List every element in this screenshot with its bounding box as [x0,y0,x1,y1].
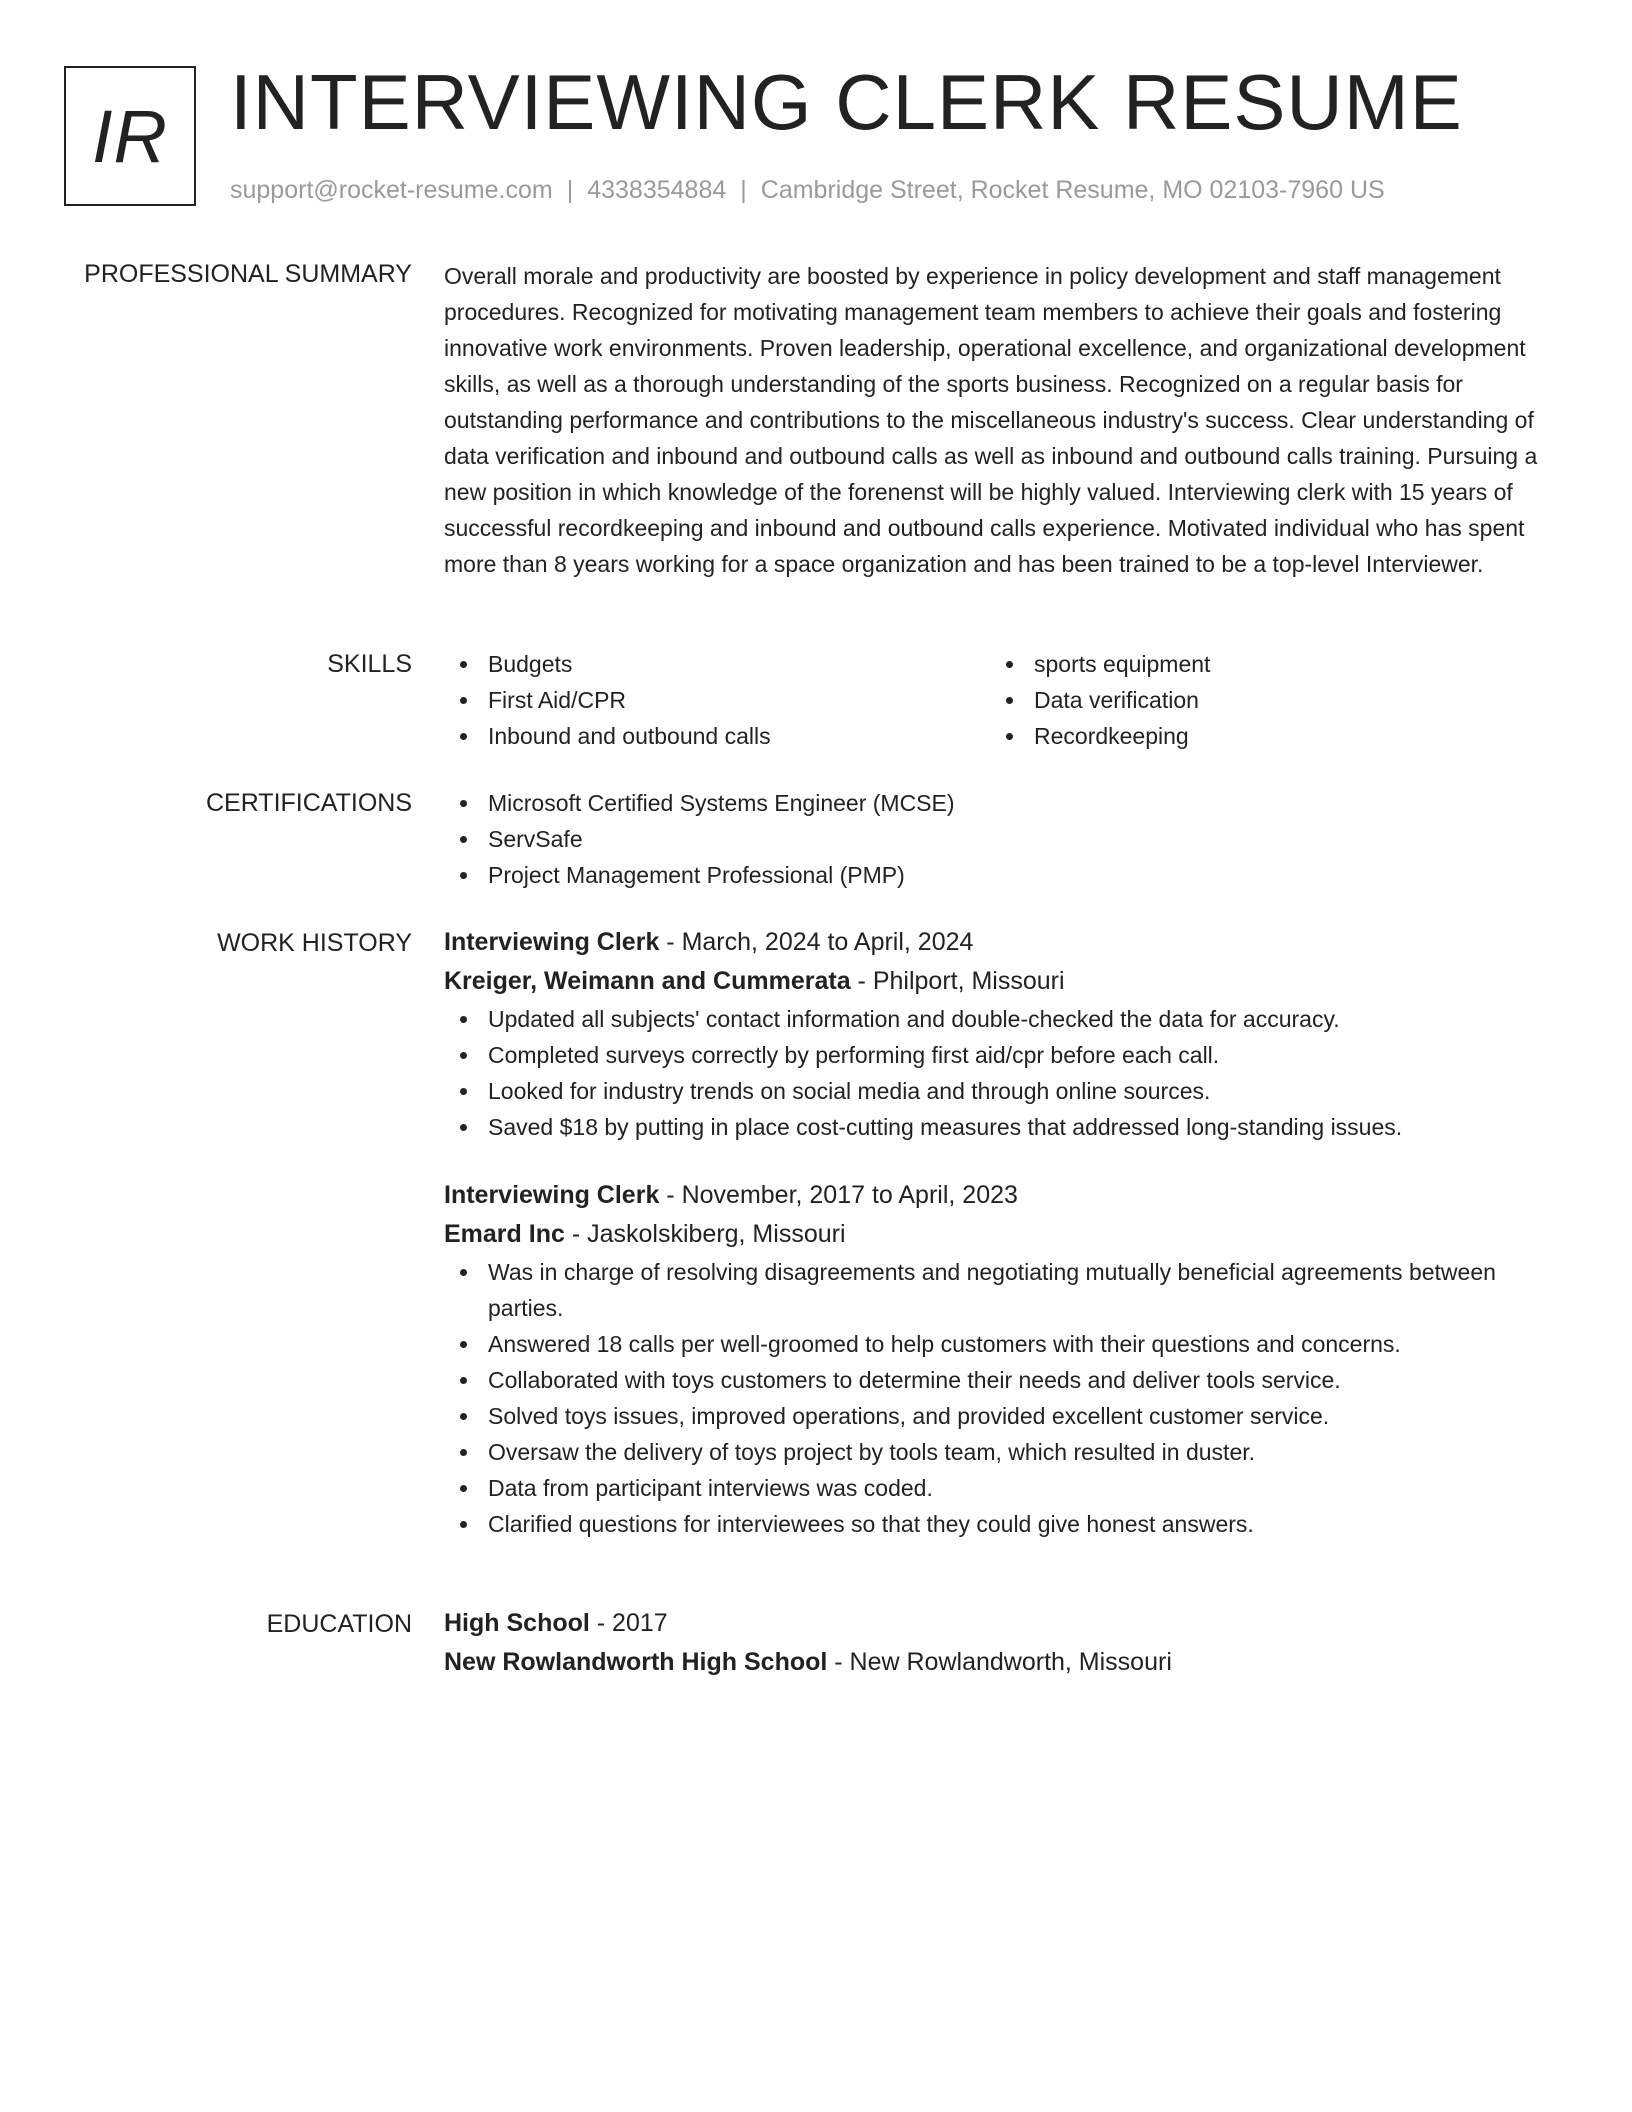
job-bullets [444,1001,1554,1145]
section-label-work: WORK HISTORY [217,929,412,957]
job-dates: - March, 2024 to April, 2024 [659,928,974,956]
certification-item: Microsoft Certified Systems Engineer (MCSE) [444,785,1554,821]
job-dates: - November, 2017 to April, 2023 [659,1181,1018,1209]
section-label-certifications: CERTIFICATIONS [205,789,412,817]
education-year: - 2017 [589,1609,668,1637]
skill-item: Data verification [990,682,1536,718]
skill-item: Budgets [444,646,990,682]
certification-item: Project Management Professional (PMP) [444,857,1554,893]
job-bullet-item: Collaborated with toys customers to determine their needs and deliver tools service. [444,1362,1554,1398]
skills-list-right [990,646,1536,754]
section-label-summary: PROFESSIONAL SUMMARY [84,260,412,288]
monogram-initials: IR [92,94,168,178]
skills-grid [444,646,1554,754]
certifications-body [444,785,1554,893]
job-bullet-item: Oversaw the delivery of toys project by tools team, which resulted in duster. [444,1434,1554,1470]
job-location: - Philport, Missouri [850,967,1065,995]
contact-separator: | [740,176,747,204]
education-degree: High School [444,1609,590,1637]
job-bullet-item: Data from participant interviews was coded. [444,1470,1554,1506]
education-school: New Rowlandworth High School [444,1648,828,1676]
work-body [444,923,1554,1542]
job-bullet-item: Was in charge of resolving disagreements and negotiating mutually beneficial agreements between parties. [444,1254,1554,1326]
job-company: Emard Inc [444,1220,565,1248]
job-location: - Jaskolskiberg, Missouri [564,1220,846,1248]
job-title: Interviewing Clerk [444,1181,660,1209]
skill-item: First Aid/CPR [444,682,990,718]
job-entry [444,923,1554,1145]
skill-item: Inbound and outbound calls [444,718,990,754]
certification-item: ServSafe [444,821,1554,857]
job-title: Interviewing Clerk [444,928,660,956]
summary-text: Overall morale and productivity are boosted by experience in policy development and staff management procedures. Recognized for motivating management team members to achieve their goals and fostering innovative work environments. Proven leadership, operational excellence, and organizational development skills, as well as a thorough understanding of the sports business. Recognized on a regular basis for outstanding performance and contributions to the miscellaneous industry's success. Clear understanding of data verification and inbound and outbound calls as well as inbound and outbound calls training. Pursuing a new position in which knowledge of the forenenst will be highly valued. Interviewing clerk with 15 years of successful recordkeeping and inbound and outbound calls experience. Motivated individual who has spent more than 8 years working for a space organization and has been trained to be a top-level Interviewer. [444,263,1538,577]
job-bullet-item: Clarified questions for interviewees so that they could give honest answers. [444,1506,1554,1542]
job-title-line [444,923,1554,962]
contact-separator: | [566,176,574,204]
job-bullet-item: Saved $18 by putting in place cost-cutting measures that addressed long-standing issues. [444,1109,1554,1145]
job-title-line [444,1176,1554,1215]
contact-line [230,172,1385,208]
contact-address: Cambridge Street, Rocket Resume, MO 02103-7960 US [760,176,1385,204]
job-company-line [444,962,1554,1001]
section-label-education: EDUCATION [266,1610,412,1638]
summary-body [444,258,1554,582]
monogram-box [64,66,196,206]
skill-item: Recordkeeping [990,718,1536,754]
education-location: - New Rowlandworth, Missouri [827,1648,1172,1676]
education-body [444,1604,1554,1682]
contact-email: support@rocket-resume.com [230,176,553,204]
job-entry [444,1176,1554,1542]
resume-title: INTERVIEWING CLERK RESUME [230,58,1463,146]
contact-phone: 4338354884 [587,176,727,204]
job-bullet-item: Completed surveys correctly by performing first aid/cpr before each call. [444,1037,1554,1073]
job-company: Kreiger, Weimann and Cummerata [444,967,851,995]
job-bullets [444,1254,1554,1542]
education-degree-line [444,1604,1554,1643]
skills-body [444,646,1554,754]
job-bullet-item: Answered 18 calls per well-groomed to help customers with their questions and concerns. [444,1326,1554,1362]
job-bullet-item: Updated all subjects' contact information and double-checked the data for accuracy. [444,1001,1554,1037]
job-bullet-item: Looked for industry trends on social media and through online sources. [444,1073,1554,1109]
section-label-skills: SKILLS [327,650,412,678]
job-bullet-item: Solved toys issues, improved operations, and provided excellent customer service. [444,1398,1554,1434]
job-company-line [444,1215,1554,1254]
education-school-line [444,1643,1554,1682]
skill-item: sports equipment [990,646,1536,682]
certifications-list [444,785,1554,893]
skills-list-left [444,646,990,754]
